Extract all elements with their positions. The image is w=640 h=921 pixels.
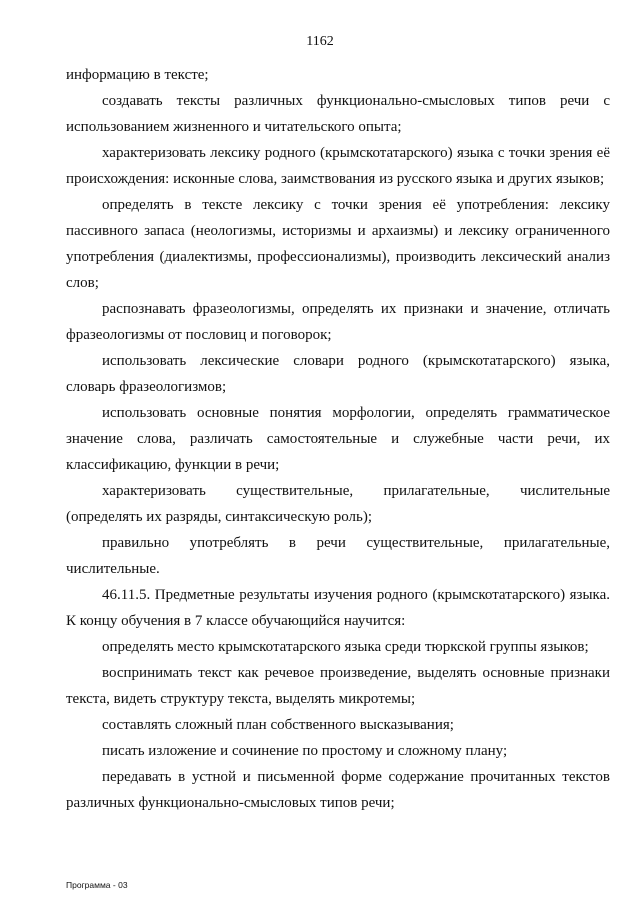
paragraph: использовать основные понятия морфологии, определять грамматическое значение слова, различать самостоятельные и служебные части речи, их классификацию, функции в речи;	[66, 405, 610, 473]
paragraph: определять место крымскотатарского языка среди тюркской группы языков;	[102, 639, 589, 655]
paragraph: воспринимать текст как речевое произведение, выделять основные признаки текста, видеть структуру текста, выделять микротемы;	[66, 665, 610, 707]
paragraph: информацию в тексте;	[66, 67, 209, 83]
page-body	[66, 62, 610, 816]
paragraph: определять в тексте лексику с точки зрения её употребления: лексику пассивного запаса (неологизмы, историзмы и архаизмы) и лексику ограниченного употребления (диалектизмы, профессионализмы), производить лексический анализ слов;	[66, 197, 610, 291]
paragraph: использовать лексические словари родного (крымскотатарского) языка, словарь фразеологизмов;	[66, 353, 610, 395]
paragraph: распознавать фразеологизмы, определять их признаки и значение, отличать фразеологизмы от пословиц и поговорок;	[66, 301, 610, 343]
page-number: 1162	[306, 34, 334, 49]
section-heading-paragraph: 46.11.5. Предметные результаты изучения родного (крымскотатарского) языка. К концу обучения в 7 классе обучающийся научится:	[66, 587, 610, 629]
page-footer: Программа - 03	[66, 880, 128, 890]
paragraph: характеризовать лексику родного (крымскотатарского) языка с точки зрения её происхождения: исконные слова, заимствования из русского языка и других языков;	[66, 145, 610, 187]
paragraph: составлять сложный план собственного высказывания;	[102, 717, 454, 733]
paragraph: писать изложение и сочинение по простому и сложному плану;	[102, 743, 508, 759]
paragraph: характеризовать существительные, прилагательные, числительные (определять их разряды, синтаксическую роль);	[66, 483, 610, 525]
paragraph: передавать в устной и письменной форме содержание прочитанных текстов различных функционально-смысловых типов речи;	[66, 769, 610, 811]
paragraph: правильно употреблять в речи существительные, прилагательные, числительные.	[66, 535, 610, 577]
paragraph: создавать тексты различных функционально-смысловых типов речи с использованием жизненного и читательского опыта;	[66, 93, 610, 135]
